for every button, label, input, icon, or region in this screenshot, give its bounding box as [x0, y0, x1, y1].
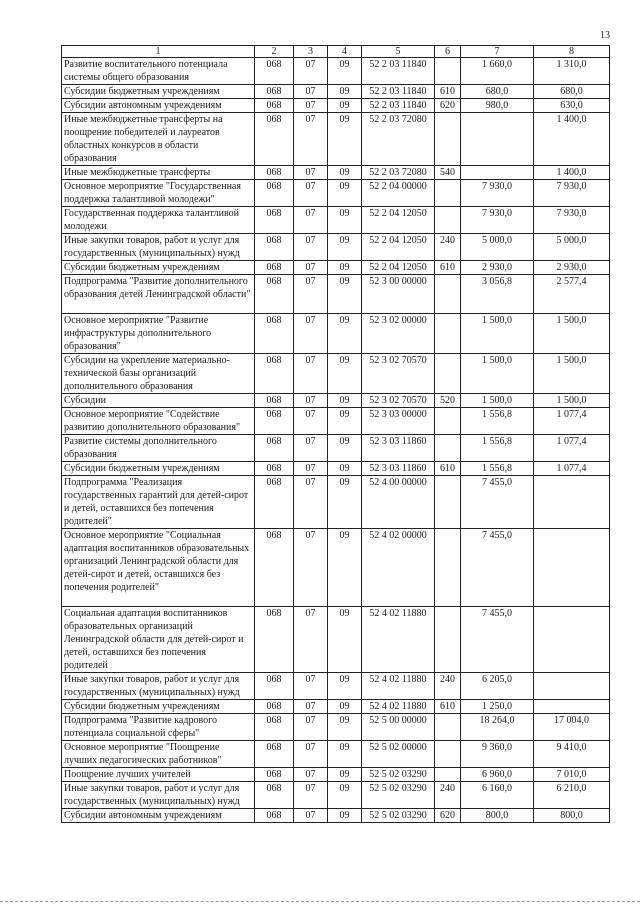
row-description: Основное мероприятие "Содействие развитию дополнительного образования" [62, 408, 255, 435]
row-amount-year1: 7 455,0 [461, 529, 534, 607]
row-code-subsection: 09 [328, 607, 362, 673]
table-row [62, 462, 610, 476]
column-header: 5 [362, 46, 435, 58]
table-row [62, 782, 610, 809]
row-amount-year1: 1 500,0 [461, 354, 534, 394]
row-code-expense [435, 58, 461, 85]
row-amount-year1: 980,0 [461, 99, 534, 113]
row-amount-year1: 1 556,8 [461, 408, 534, 435]
row-description: Основное мероприятие "Развитие инфраструктуры дополнительного образования" [62, 314, 255, 354]
row-code-subsection: 09 [328, 99, 362, 113]
row-code-expense [435, 714, 461, 741]
row-code-subsection: 09 [328, 85, 362, 99]
row-code-admin: 068 [255, 314, 294, 354]
row-code-expense: 240 [435, 782, 461, 809]
scan-edge-line [0, 901, 640, 903]
row-code-target: 52 2 04 12050 [362, 207, 435, 234]
row-code-subsection: 09 [328, 435, 362, 462]
row-code-target: 52 2 04 00000 [362, 180, 435, 207]
row-code-section: 07 [294, 234, 328, 261]
row-amount-year2 [534, 529, 610, 607]
row-code-admin: 068 [255, 714, 294, 741]
row-code-target: 52 4 02 00000 [362, 529, 435, 607]
row-code-admin: 068 [255, 354, 294, 394]
row-description: Иные закупки товаров, работ и услуг для государственных (муниципальных) нужд [62, 782, 255, 809]
row-code-expense: 610 [435, 85, 461, 99]
row-code-section: 07 [294, 261, 328, 275]
row-amount-year2: 1 500,0 [534, 314, 610, 354]
table-row [62, 768, 610, 782]
row-code-subsection: 09 [328, 166, 362, 180]
row-code-subsection: 09 [328, 408, 362, 435]
row-description: Иные межбюджетные трансферты [62, 166, 255, 180]
row-code-section: 07 [294, 476, 328, 529]
table-row [62, 166, 610, 180]
row-amount-year2: 1 400,0 [534, 113, 610, 166]
table-row [62, 408, 610, 435]
row-code-expense: 240 [435, 234, 461, 261]
row-amount-year1: 18 264,0 [461, 714, 534, 741]
row-description: Развитие воспитательного потенциала системы общего образования [62, 58, 255, 85]
row-code-subsection: 09 [328, 275, 362, 314]
row-amount-year2: 2 930,0 [534, 261, 610, 275]
row-code-target: 52 3 03 11860 [362, 435, 435, 462]
row-code-admin: 068 [255, 809, 294, 823]
row-amount-year2: 7 930,0 [534, 180, 610, 207]
header-row [62, 46, 610, 58]
row-code-admin: 068 [255, 275, 294, 314]
row-amount-year2 [534, 700, 610, 714]
table-row [62, 809, 610, 823]
row-code-expense [435, 741, 461, 768]
row-code-section: 07 [294, 180, 328, 207]
row-code-expense: 540 [435, 166, 461, 180]
row-amount-year2: 680,0 [534, 85, 610, 99]
row-code-subsection: 09 [328, 700, 362, 714]
row-amount-year1: 9 360,0 [461, 741, 534, 768]
row-code-admin: 068 [255, 394, 294, 408]
table-row [62, 275, 610, 314]
row-amount-year2: 7 010,0 [534, 768, 610, 782]
table-row [62, 529, 610, 607]
budget-table [61, 45, 610, 823]
row-code-target: 52 5 02 03290 [362, 782, 435, 809]
row-code-expense: 620 [435, 99, 461, 113]
row-amount-year2: 17 004,0 [534, 714, 610, 741]
row-amount-year1: 7 455,0 [461, 607, 534, 673]
row-code-subsection: 09 [328, 207, 362, 234]
row-code-target: 52 4 02 11880 [362, 607, 435, 673]
row-amount-year2: 9 410,0 [534, 741, 610, 768]
row-code-admin: 068 [255, 166, 294, 180]
row-description: Иные межбюджетные трансферты на поощрение победителей и лауреатов областных конкурсов в области образования [62, 113, 255, 166]
row-code-expense: 520 [435, 394, 461, 408]
row-description: Подпрограмма "Развитие кадрового потенциала социальной сферы" [62, 714, 255, 741]
row-code-target: 52 3 02 70570 [362, 354, 435, 394]
row-amount-year1: 6 205,0 [461, 673, 534, 700]
table-row [62, 714, 610, 741]
row-description: Иные закупки товаров, работ и услуг для государственных (муниципальных) нужд [62, 234, 255, 261]
row-description: Субсидии автономным учреждениям [62, 809, 255, 823]
row-code-target: 52 5 00 00000 [362, 714, 435, 741]
table-row [62, 234, 610, 261]
row-code-section: 07 [294, 529, 328, 607]
row-code-target: 52 5 02 03290 [362, 809, 435, 823]
row-description: Субсидии бюджетным учреждениям [62, 85, 255, 99]
row-code-target: 52 3 03 00000 [362, 408, 435, 435]
row-code-admin: 068 [255, 741, 294, 768]
row-description: Иные закупки товаров, работ и услуг для государственных (муниципальных) нужд [62, 673, 255, 700]
row-code-admin: 068 [255, 99, 294, 113]
row-code-expense: 610 [435, 261, 461, 275]
row-code-subsection: 09 [328, 354, 362, 394]
row-code-subsection: 09 [328, 180, 362, 207]
row-code-section: 07 [294, 85, 328, 99]
row-code-subsection: 09 [328, 782, 362, 809]
row-code-expense [435, 180, 461, 207]
table-row [62, 113, 610, 166]
table-row [62, 607, 610, 673]
row-amount-year1: 1 556,8 [461, 462, 534, 476]
row-code-expense [435, 768, 461, 782]
column-header: 1 [62, 46, 255, 58]
row-amount-year2: 800,0 [534, 809, 610, 823]
row-code-expense: 240 [435, 673, 461, 700]
row-amount-year1: 1 500,0 [461, 314, 534, 354]
row-amount-year1: 5 000,0 [461, 234, 534, 261]
row-description: Основное мероприятие "Государственная поддержка талантливой молодежи" [62, 180, 255, 207]
row-code-admin: 068 [255, 113, 294, 166]
row-code-admin: 068 [255, 782, 294, 809]
row-amount-year1: 7 930,0 [461, 207, 534, 234]
row-code-target: 52 2 04 12050 [362, 234, 435, 261]
row-amount-year2 [534, 607, 610, 673]
row-code-subsection: 09 [328, 529, 362, 607]
row-description: Основное мероприятие "Поощрение лучших педагогических работников" [62, 741, 255, 768]
row-amount-year1: 6 160,0 [461, 782, 534, 809]
column-header: 2 [255, 46, 294, 58]
row-code-section: 07 [294, 435, 328, 462]
row-amount-year2: 5 000,0 [534, 234, 610, 261]
row-code-section: 07 [294, 809, 328, 823]
table-row [62, 394, 610, 408]
row-code-subsection: 09 [328, 113, 362, 166]
row-description: Субсидии автономным учреждениям [62, 99, 255, 113]
table-row [62, 85, 610, 99]
row-description: Поощрение лучших учителей [62, 768, 255, 782]
row-code-subsection: 09 [328, 809, 362, 823]
row-code-subsection: 09 [328, 58, 362, 85]
row-amount-year1: 3 056,8 [461, 275, 534, 314]
row-amount-year2: 6 210,0 [534, 782, 610, 809]
row-code-expense [435, 207, 461, 234]
row-amount-year2: 7 930,0 [534, 207, 610, 234]
table-row [62, 99, 610, 113]
row-code-subsection: 09 [328, 394, 362, 408]
row-code-subsection: 09 [328, 462, 362, 476]
row-amount-year1 [461, 113, 534, 166]
row-code-expense: 610 [435, 700, 461, 714]
row-code-admin: 068 [255, 476, 294, 529]
table-row [62, 476, 610, 529]
row-amount-year1: 680,0 [461, 85, 534, 99]
column-header: 3 [294, 46, 328, 58]
row-code-section: 07 [294, 782, 328, 809]
row-amount-year1: 800,0 [461, 809, 534, 823]
row-code-target: 52 3 02 00000 [362, 314, 435, 354]
table-row [62, 673, 610, 700]
row-description: Субсидии бюджетным учреждениям [62, 462, 255, 476]
row-code-expense: 620 [435, 809, 461, 823]
row-code-subsection: 09 [328, 768, 362, 782]
row-code-subsection: 09 [328, 673, 362, 700]
table-row [62, 700, 610, 714]
table-row [62, 58, 610, 85]
row-code-subsection: 09 [328, 261, 362, 275]
row-code-target: 52 2 03 72080 [362, 166, 435, 180]
row-code-expense [435, 314, 461, 354]
row-code-subsection: 09 [328, 314, 362, 354]
row-code-section: 07 [294, 166, 328, 180]
table-row [62, 261, 610, 275]
column-header: 6 [435, 46, 461, 58]
row-code-admin: 068 [255, 700, 294, 714]
row-code-admin: 068 [255, 768, 294, 782]
row-code-target: 52 4 02 11880 [362, 700, 435, 714]
row-code-section: 07 [294, 113, 328, 166]
row-code-expense [435, 529, 461, 607]
row-amount-year2: 1 310,0 [534, 58, 610, 85]
row-code-target: 52 2 03 11840 [362, 99, 435, 113]
table-row [62, 741, 610, 768]
row-description: Субсидии бюджетным учреждениям [62, 700, 255, 714]
row-code-section: 07 [294, 394, 328, 408]
row-amount-year1: 7 455,0 [461, 476, 534, 529]
row-code-section: 07 [294, 275, 328, 314]
table-row [62, 207, 610, 234]
row-amount-year2 [534, 476, 610, 529]
row-code-section: 07 [294, 462, 328, 476]
row-amount-year2: 1 400,0 [534, 166, 610, 180]
row-code-section: 07 [294, 700, 328, 714]
row-code-target: 52 2 03 72080 [362, 113, 435, 166]
row-amount-year1: 1 500,0 [461, 394, 534, 408]
row-code-section: 07 [294, 741, 328, 768]
row-code-expense [435, 354, 461, 394]
row-description: Государственная поддержка талантливой молодежи [62, 207, 255, 234]
row-code-target: 52 3 03 11860 [362, 462, 435, 476]
row-amount-year1: 2 930,0 [461, 261, 534, 275]
row-code-section: 07 [294, 768, 328, 782]
row-code-subsection: 09 [328, 476, 362, 529]
row-description: Подпрограмма "Реализация государственных гарантий для детей-сирот и детей, оставшихся без попечения родителей" [62, 476, 255, 529]
row-code-admin: 068 [255, 529, 294, 607]
row-code-section: 07 [294, 607, 328, 673]
table-row [62, 180, 610, 207]
row-code-expense [435, 435, 461, 462]
row-code-subsection: 09 [328, 741, 362, 768]
row-code-admin: 068 [255, 58, 294, 85]
row-amount-year2: 1 077,4 [534, 408, 610, 435]
row-code-admin: 068 [255, 85, 294, 99]
page-number: 13 [600, 30, 610, 41]
row-amount-year2: 630,0 [534, 99, 610, 113]
row-code-target: 52 5 02 03290 [362, 768, 435, 782]
row-code-admin: 068 [255, 607, 294, 673]
row-amount-year1: 7 930,0 [461, 180, 534, 207]
row-code-expense [435, 275, 461, 314]
row-amount-year1: 1 250,0 [461, 700, 534, 714]
row-code-expense [435, 408, 461, 435]
row-amount-year2: 2 577,4 [534, 275, 610, 314]
row-code-section: 07 [294, 714, 328, 741]
row-code-target: 52 3 02 70570 [362, 394, 435, 408]
table-row [62, 314, 610, 354]
row-amount-year2: 1 500,0 [534, 354, 610, 394]
row-code-target: 52 2 04 12050 [362, 261, 435, 275]
row-code-target: 52 3 00 00000 [362, 275, 435, 314]
row-code-subsection: 09 [328, 714, 362, 741]
row-code-admin: 068 [255, 462, 294, 476]
row-description: Социальная адаптация воспитанников образовательных организаций Ленинградской области для детей-сирот и детей, оставшихся без попечения родителей [62, 607, 255, 673]
row-code-expense [435, 113, 461, 166]
row-code-section: 07 [294, 58, 328, 85]
row-code-admin: 068 [255, 435, 294, 462]
row-amount-year2 [534, 673, 610, 700]
row-amount-year1: 6 960,0 [461, 768, 534, 782]
row-code-section: 07 [294, 314, 328, 354]
column-header: 4 [328, 46, 362, 58]
row-description: Развитие системы дополнительного образования [62, 435, 255, 462]
column-header: 8 [534, 46, 610, 58]
row-code-admin: 068 [255, 180, 294, 207]
row-code-target: 52 4 00 00000 [362, 476, 435, 529]
row-code-section: 07 [294, 354, 328, 394]
row-code-target: 52 2 03 11840 [362, 85, 435, 99]
row-code-admin: 068 [255, 234, 294, 261]
row-code-section: 07 [294, 207, 328, 234]
row-amount-year2: 1 077,4 [534, 435, 610, 462]
row-description: Субсидии [62, 394, 255, 408]
row-code-target: 52 4 02 11880 [362, 673, 435, 700]
row-code-admin: 068 [255, 408, 294, 435]
row-description: Основное мероприятие "Социальная адаптация воспитанников образовательных организаций Ленинградской области для детей-сирот и детей, оставшихся без попечения родителей" [62, 529, 255, 607]
row-code-admin: 068 [255, 207, 294, 234]
row-code-expense [435, 607, 461, 673]
row-amount-year2: 1 500,0 [534, 394, 610, 408]
row-code-section: 07 [294, 673, 328, 700]
row-code-expense: 610 [435, 462, 461, 476]
row-code-section: 07 [294, 99, 328, 113]
row-amount-year2: 1 077,4 [534, 462, 610, 476]
column-header: 7 [461, 46, 534, 58]
row-amount-year1: 1 660,0 [461, 58, 534, 85]
table-row [62, 354, 610, 394]
row-code-target: 52 2 03 11840 [362, 58, 435, 85]
row-description: Субсидии бюджетным учреждениям [62, 261, 255, 275]
row-amount-year1: 1 556,8 [461, 435, 534, 462]
row-description: Субсидии на укрепление материально-технической базы организаций дополнительного образования [62, 354, 255, 394]
row-amount-year1 [461, 166, 534, 180]
row-code-expense [435, 476, 461, 529]
row-code-admin: 068 [255, 261, 294, 275]
row-description: Подпрограмма "Развитие дополнительного образования детей Ленинградской области" [62, 275, 255, 314]
row-code-section: 07 [294, 408, 328, 435]
row-code-target: 52 5 02 00000 [362, 741, 435, 768]
row-code-admin: 068 [255, 673, 294, 700]
table-row [62, 435, 610, 462]
row-code-subsection: 09 [328, 234, 362, 261]
